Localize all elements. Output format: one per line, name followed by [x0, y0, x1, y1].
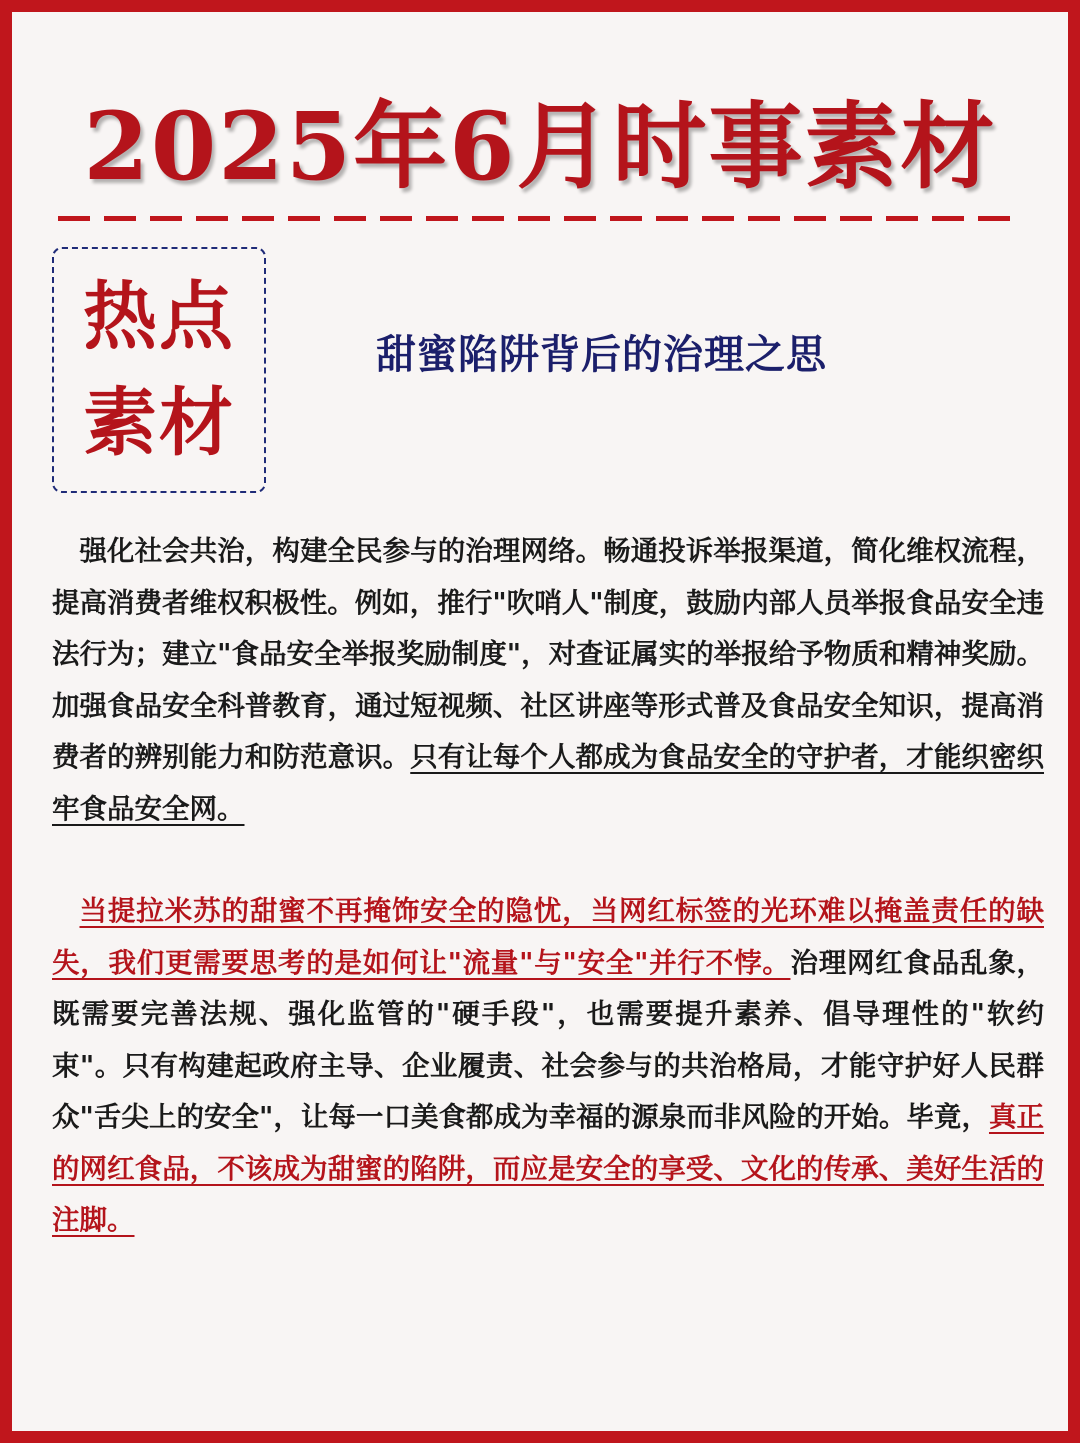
dashed-divider: [58, 216, 1022, 221]
paragraph-1-underlined: 只有让每个人都成为食品安全的守护者，才能织密织牢食品安全网。: [52, 741, 1045, 825]
poster-page: [12, 12, 1068, 1431]
article-body: [52, 526, 1044, 1247]
paragraph-2: [52, 886, 1044, 1247]
paragraph-1-text: 强化社会共治，构建全民参与的治理网络。畅通投诉举报渠道，简化维权流程，提高消费者维权积极性。例如，推行"吹哨人"制度，鼓励内部人员举报食品安全违法行为；建立"食品安全举报奖励制度"，对查证属实的举报给予物质和精神奖励。加强食品安全科普教育，通过短视频、社区讲座等形式普及食品安全知识，提高消费者的辨别能力和防范意识。: [52, 535, 1044, 773]
paragraph-1: [52, 526, 1044, 835]
paragraph-2-text: 治理网红食品乱象，既需要完善法规、强化监管的"硬手段"，也需要提升素养、倡导理性的"软约束"。只有构建起政府主导、企业履责、社会参与的共治格局，才能守护好人民群众"舌尖上的安全"，让每一口美食都成为幸福的源泉而非风险的开始。毕竟，: [52, 946, 1044, 1133]
paragraph-2-highlight: 当提拉米苏的甜蜜不再掩饰安全的隐忧，当网红标签的光环难以掩盖责任的缺失，我们更需要思考的是如何让"流量"与"安全"并行不悖。: [52, 895, 1044, 979]
tag-line-2: 素材: [83, 380, 235, 466]
page-title: 2025年6月时事素材: [83, 92, 997, 202]
paragraph-2-closing: 真正的网红食品，不该成为甜蜜的陷阱，而应是安全的享受、文化的传承、美好生活的注脚。: [52, 1101, 1045, 1236]
hot-topic-tag: [52, 247, 266, 493]
article-headline: 甜蜜陷阱背后的治理之思: [376, 331, 827, 378]
tag-line-1: 热点: [83, 274, 235, 360]
